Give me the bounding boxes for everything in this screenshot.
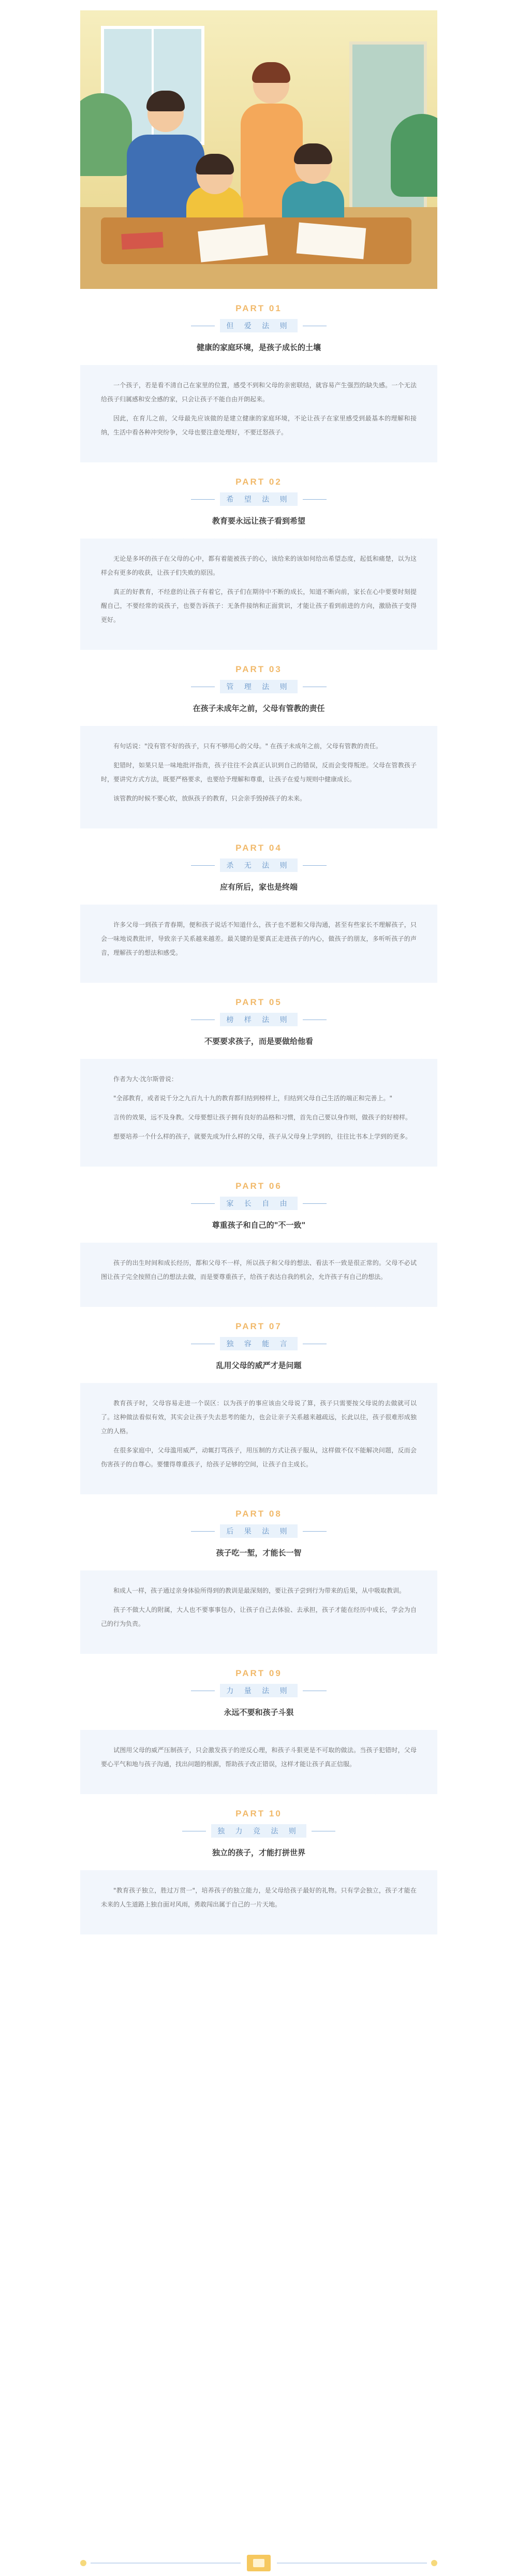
section-paragraph: 想要培养一个什么样的孩子，就要先成为什么样的父母，孩子从父母身上学到的，往往比书本上学到的更多。 xyxy=(113,1133,412,1140)
section-subtitle: 教育要永远让孩子看到希望 xyxy=(212,516,305,526)
section-paragraph: 犯错时，如果只是一味地批评指责，孩子往往不会真正认识到自己的错误，反而会变得叛逆。父母在管教孩子时，要讲究方式方法，既要严格要求，也要给予理解和尊重，让孩子在爱与规则中健康成长。 xyxy=(101,762,417,783)
section-paragraph: 作者为大·沈尔斯曾说： xyxy=(113,1075,178,1083)
tag-line xyxy=(191,1203,215,1204)
section-tag xyxy=(182,1824,335,1838)
article-section xyxy=(80,289,437,462)
tag-line xyxy=(191,1531,215,1532)
section-card xyxy=(80,539,437,650)
part-label: PART 10 xyxy=(235,1809,282,1818)
section-card xyxy=(80,1730,437,1794)
tag-line xyxy=(191,865,215,866)
part-label: PART 07 xyxy=(235,1321,282,1331)
part-label: PART 06 xyxy=(235,1181,282,1191)
section-paragraph: 言传的效果，远不及身教。父母要想让孩子拥有良好的品格和习惯，首先自己要以身作则，做孩子的好榜样。 xyxy=(113,1114,412,1121)
section-card xyxy=(80,1870,437,1934)
section-card xyxy=(80,1243,437,1307)
section-header xyxy=(80,1167,437,1210)
section-paragraph: 试图用父母的威严压制孩子，只会激发孩子的逆反心理，和孩子斗狠更是不可取的做法。当孩子犯错时，父母要心平气和地与孩子沟通，找出问题的根源，帮助孩子改正错误，这样才能让孩子真正信服。 xyxy=(101,1747,417,1768)
section-tag xyxy=(191,1197,326,1210)
section-paragraph: 该管教的时候不要心软，放纵孩子的教育，只会亲手毁掉孩子的未来。 xyxy=(113,795,306,802)
tag-text: 独 力 竞 法 则 xyxy=(211,1824,306,1838)
footer-line xyxy=(277,2563,427,2564)
article-section xyxy=(80,650,437,828)
section-card xyxy=(80,1383,437,1494)
tag-line xyxy=(191,499,215,500)
section-paragraph: 许多父母一到孩子青春期，便和孩子说话不知道什么，孩子也不愿和父母沟通，甚至有些家长不理解孩子，只会一味地说教批评，导致亲子关系越来越差。最关键的是要真正走进孩子的内心，做孩子的朋友，多听听孩子的声音，理解孩子的想法和感受。 xyxy=(101,921,417,956)
tag-text: 独 容 能 言 xyxy=(220,1337,297,1350)
section-header xyxy=(80,1794,437,1838)
book-stack xyxy=(121,232,163,250)
section-subtitle: 健康的家庭环境，是孩子成长的土壤 xyxy=(196,343,321,352)
article-section xyxy=(80,1167,437,1307)
section-header xyxy=(80,828,437,872)
part-label: PART 09 xyxy=(235,1668,282,1678)
section-header xyxy=(80,1494,437,1538)
section-subtitle: 尊重孩子和自己的"不一致" xyxy=(212,1220,306,1230)
section-card xyxy=(80,726,437,828)
tag-line xyxy=(303,1203,327,1204)
section-paragraph: 和成人一样，孩子通过亲身体验所得到的教训是最深刻的，要让孩子尝到行为带来的后果，从中吸取教训。 xyxy=(113,1587,406,1594)
section-subtitle: 在孩子未成年之前，父母有管教的责任 xyxy=(193,704,325,713)
part-label: PART 04 xyxy=(235,843,282,853)
part-label: PART 05 xyxy=(235,997,282,1007)
article-section xyxy=(80,1654,437,1794)
tag-text: 希 望 法 则 xyxy=(220,492,297,506)
section-paragraph: "教育孩子独立，胜过万贯一"，培养孩子的独立能力，是父母给孩子最好的礼物。只有学会独立，孩子才能在未来的人生道路上独自面对风雨，勇敢闯出属于自己的一片天地。 xyxy=(101,1887,417,1908)
section-header xyxy=(80,983,437,1026)
section-card xyxy=(80,1570,437,1654)
section-paragraph: 无论是多坏的孩子在父母的心中，都有着能被孩子的心，该给来的该如何给出希望态度，起低和痛楚，以为这样会有更多的收获，让孩子们失败的原因。 xyxy=(101,555,417,576)
article-section xyxy=(80,828,437,983)
section-tag xyxy=(191,1524,326,1538)
tag-text: 但 爱 法 则 xyxy=(220,319,297,332)
sections-container xyxy=(80,289,437,1934)
section-header xyxy=(80,650,437,693)
tag-line xyxy=(303,865,327,866)
section-tag xyxy=(191,858,326,872)
section-tag xyxy=(191,319,326,332)
section-paragraph: 一个孩子，若是看不清自己在家里的位置，感受不到和父母的亲密联结，就容易产生强烈的缺失感。一个无法给孩子归属感和安全感的家，只会让孩子不能自由开朗起来。 xyxy=(101,382,417,403)
section-subtitle: 独立的孩子，才能打拼世界 xyxy=(212,1848,305,1857)
footer-line xyxy=(91,2563,241,2564)
tag-text: 杀 无 法 则 xyxy=(220,858,297,872)
footer-dot xyxy=(431,2560,437,2566)
part-label: PART 01 xyxy=(235,303,282,313)
article-section xyxy=(80,462,437,650)
section-tag xyxy=(191,492,326,506)
section-tag xyxy=(191,1684,326,1697)
plant-left xyxy=(80,93,132,176)
section-paragraph: 孩子的出生时间和成长经历，都和父母不一样，所以孩子和父母的想法、看法不一致是很正常的。父母不必试图让孩子完全按照自己的想法去做，而是要尊重孩子，给孩子表达自我的机会，允许孩子有自己的想法。 xyxy=(101,1259,417,1280)
footer-dot xyxy=(80,2560,86,2566)
tag-line xyxy=(303,1531,327,1532)
tag-text: 力 量 法 则 xyxy=(220,1684,297,1697)
plant-right xyxy=(391,114,437,197)
tag-text: 榜 样 法 则 xyxy=(220,1013,297,1026)
article-page xyxy=(80,0,437,1934)
section-tag xyxy=(191,1013,326,1026)
article-section xyxy=(80,1794,437,1934)
section-header xyxy=(80,462,437,506)
section-card xyxy=(80,365,437,462)
hero-illustration xyxy=(80,10,437,289)
section-paragraph: "全部教育，或者说千分之九百九十九的教育都归结到榜样上，归结到父母自己生活的端正和完善上。" xyxy=(113,1095,393,1102)
book-icon xyxy=(247,2555,271,2571)
section-header xyxy=(80,1307,437,1350)
tag-line xyxy=(303,499,327,500)
part-label: PART 03 xyxy=(235,664,282,674)
article-section xyxy=(80,983,437,1167)
section-paragraph: 教育孩子时，父母容易走进一个误区：以为孩子的事应该由父母说了算，孩子只需要按父母说的去做就可以了。这种做法看似有效，其实会让孩子失去思考的能力，也会让亲子关系越来越疏远，长此以往，孩子很难形成独立的人格。 xyxy=(101,1400,417,1435)
tag-text: 管 理 法 则 xyxy=(220,680,297,693)
section-paragraph: 在很多家庭中，父母滥用威严，动辄打骂孩子，用压制的方式让孩子服从，这样做不仅不能解决问题，反而会伤害孩子的自尊心。要懂得尊重孩子，给孩子足够的空间，让孩子自主成长。 xyxy=(101,1447,417,1468)
section-paragraph: 因此，在育儿之前，父母最先应该做的是建立健康的家庭环境，不论让孩子在家里感受到最基本的理解和接纳，生活中看各种冲突纷争，父母也要注意处理好，不要迁怒孩子。 xyxy=(101,415,417,436)
section-header xyxy=(80,289,437,332)
section-subtitle: 乱用父母的威严才是问题 xyxy=(216,1361,302,1370)
section-tag xyxy=(191,680,326,693)
section-subtitle: 应有所后，家也是终端 xyxy=(219,882,298,892)
section-paragraph: 孩子不做大人的附属，大人也不要事事包办，让孩子自己去体验、去承担，孩子才能在经历中成长，学会为自己的行为负责。 xyxy=(101,1606,417,1627)
part-label: PART 02 xyxy=(235,477,282,487)
part-label: PART 08 xyxy=(235,1509,282,1519)
tag-text: 后 果 法 则 xyxy=(220,1524,297,1538)
section-subtitle: 孩子吃一堑，才能长一智 xyxy=(216,1548,302,1558)
section-subtitle: 不要要求孩子，而是要做给他看 xyxy=(204,1037,313,1046)
paper-sheet xyxy=(297,222,366,259)
section-subtitle: 永远不要和孩子斗狠 xyxy=(224,1708,294,1717)
section-header xyxy=(80,1654,437,1697)
section-paragraph: 真正的好教育，不经意的让孩子有着它，孩子们在期待中不断的成长，知道不断向前，家长在心中要要时刻提醒自己，不要经常的说孩子，也要告诉孩子：无条件接纳和正面赏识，才能让孩子看到前进的方向，激励孩子变得更好。 xyxy=(101,588,417,623)
section-tag xyxy=(191,1337,326,1350)
section-card xyxy=(80,905,437,983)
tag-text: 家 长 自 由 xyxy=(220,1197,297,1210)
article-section xyxy=(80,1494,437,1654)
footer-decoration xyxy=(80,2553,437,2573)
article-section xyxy=(80,1307,437,1494)
section-card xyxy=(80,1059,437,1167)
section-paragraph: 有句话说："没有管不好的孩子，只有不够用心的父母。" 在孩子未成年之前，父母有管教的责任。 xyxy=(113,743,382,750)
